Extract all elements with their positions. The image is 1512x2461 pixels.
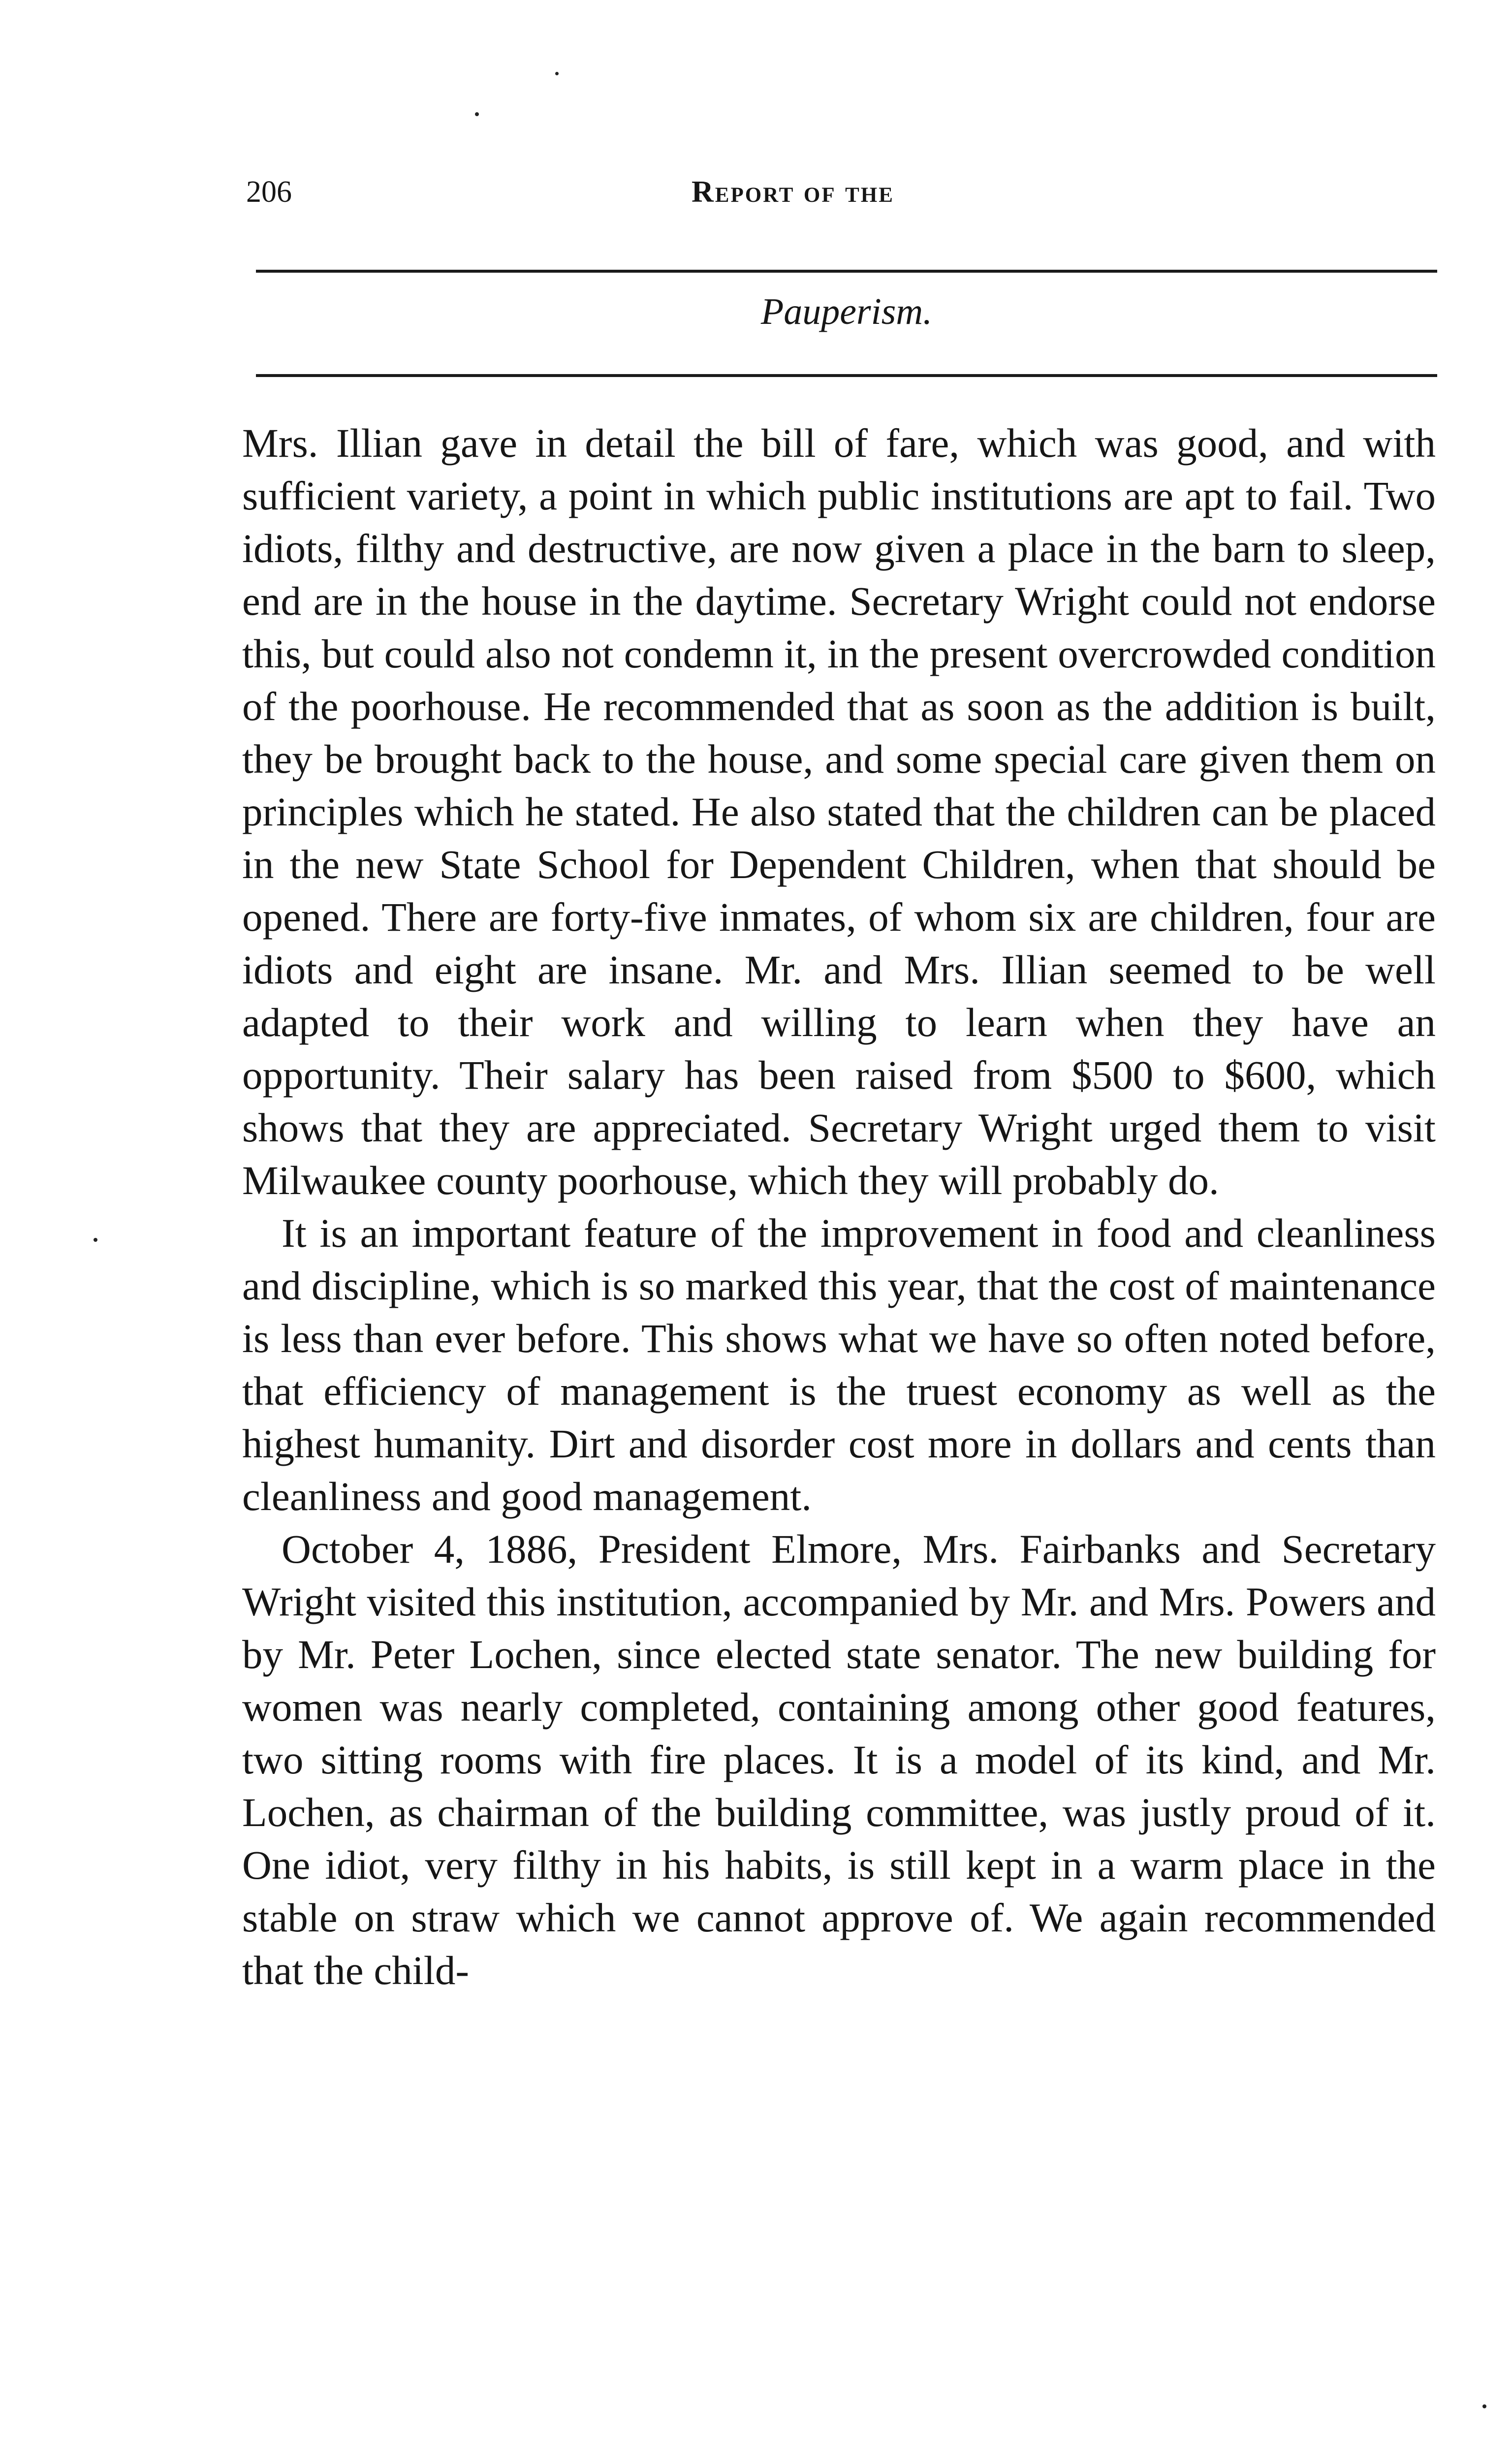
paragraph-3: October 4, 1886, President Elmore, Mrs. Fairbanks and Secretary Wright visited this institution, accompanied by Mr. and Mrs. Powers and by Mr. Peter Lochen, since elected state senator. The new building for women was nearly completed, containing among other good features, two sitting rooms with fire places. It is a model of its kind, and Mr. Lochen, as chairman of the building committee, was justly proud of it. One idiot, very filthy in his habits, is still kept in a warm place in the stable on straw which we cannot approve of. We again recommended that the child-	[242, 1526, 1436, 1993]
header-rule-top	[256, 270, 1437, 273]
header-rule-bottom	[256, 374, 1437, 377]
page-header	[246, 165, 1437, 219]
paragraph-1: Mrs. Illian gave in detail the bill of fare, which was good, and with sufficient variety, a point in which public institutions are apt to fail. Two idiots, filthy and destructive, are now given a place in the barn to sleep, end are in the house in the daytime. Secretary Wright could not endorse this, but could also not condemn it, in the present overcrowded condition of the poorhouse. He recommended that as soon as the addition is built, they be brought back to the house, and some special care given them on principles which he stated. He also stated that the children can be placed in the new State School for Dependent Children, when that should be opened. There are forty-five inmates, of whom six are children, four are idiots and eight are insane. Mr. and Mrs. Illian seemed to be well adapted to their work and willing to learn when they have an opportunity. Their salary has been raised from $500 to $600, which shows that they are appreciated. Secretary Wright urged them to visit Milwaukee county poorhouse, which they will probably do.	[242, 420, 1436, 1203]
print-speck	[475, 112, 479, 116]
body-text	[242, 417, 1436, 1997]
page-number: 206	[246, 175, 292, 209]
print-speck	[94, 1238, 97, 1242]
section-title: Pauperism.	[760, 291, 933, 332]
running-head: Report of the	[692, 175, 894, 209]
print-speck	[555, 72, 559, 75]
print-speck	[1482, 2404, 1486, 2408]
paragraph-2: It is an important feature of the improvement in food and cleanliness and discipline, which is so marked this year, that the cost of maintenance is less than ever before. This shows what we have so often noted before, that efficiency of management is the truest economy as well as the highest humanity. Dirt and disorder cost more in dollars and cents than cleanliness and good management.	[242, 1210, 1436, 1519]
